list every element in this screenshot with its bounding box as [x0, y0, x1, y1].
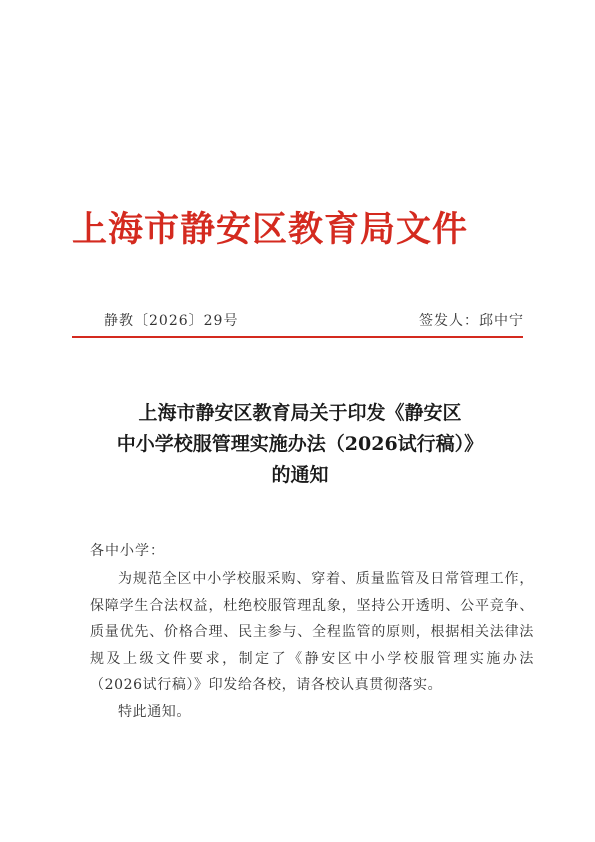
body-paragraph-2: 特此通知。: [118, 703, 191, 720]
document-title: [80, 398, 520, 491]
salutation: 各中小学：: [90, 543, 165, 559]
title-line-3: 的通知: [271, 464, 329, 486]
document-meta-row: [104, 310, 524, 332]
title-line-2: 中小学校服管理实施办法（2026试行稿）》: [116, 433, 484, 455]
body-text: [90, 566, 534, 725]
issuer-title: 上海市静安区教育局文件: [72, 209, 469, 250]
document-number: 静教〔2026〕29号: [104, 313, 239, 329]
title-line-1: 上海市静安区教育局关于印发《静安区: [138, 402, 462, 424]
signer: [419, 310, 524, 330]
red-divider-line: [72, 336, 523, 338]
signer-name: 邱中宁: [479, 313, 524, 329]
signer-label: 签发人：: [419, 313, 479, 329]
body-paragraph-1: 为规范全区中小学校服采购、穿着、质量监管及日常管理工作，保障学生合法权益，杜绝校服管理乱象，坚持公开透明、公平竞争、质量优先、价格合理、民主参与、全程监管的原则，根据相关法律法规及上级文件要求，制定了《静安区中小学校服管理实施办法（2026试行稿）》印发给各校，请各校认真贯彻落实。: [90, 571, 534, 693]
